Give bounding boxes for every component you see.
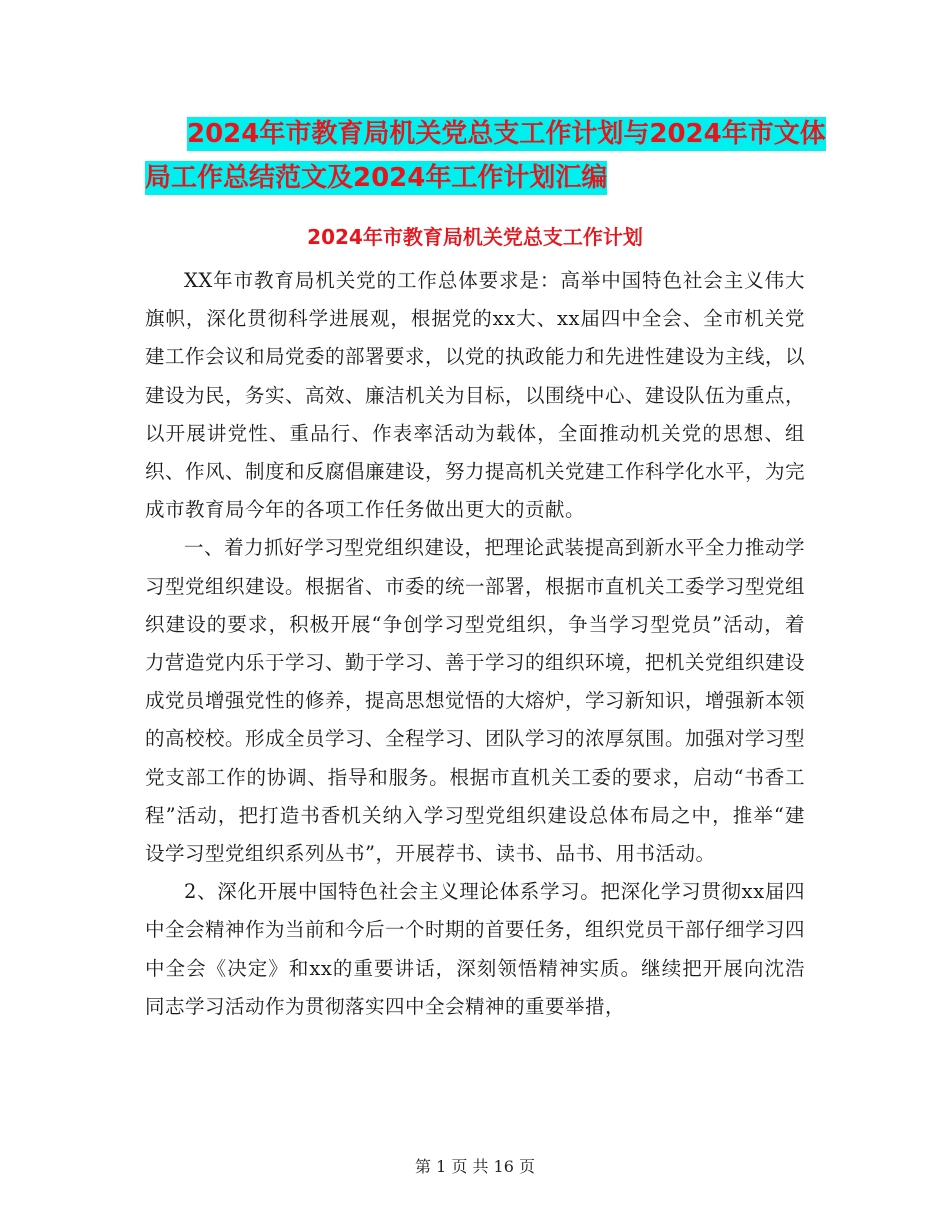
page-footer: 第 1 页 共 16 页 bbox=[415, 1157, 535, 1176]
document-title-line-1: 2024年市教育局机关党总支工作计划与2024年市文体 bbox=[187, 119, 826, 149]
document-title bbox=[145, 112, 825, 200]
paragraph-section-1: 一、着力抓好学习型党组织建设，把理论武装提高到新水平全力推动学习型党组织建设。根据省、市委的统一部署，根据市直机关工委学习型党组织建设的要求，积极开展“争创学习型党组织，争当学习型党员”活动，着力营造党内乐于学习、勤于学习、善于学习的组织环境，把机关党组织建设成党员增强党性的修养，提高思想觉悟的大熔炉，学习新知识，增强新本领的高校校。形成全员学习、全程学习、团队学习的浓厚氛围。加强对学习型党支部工作的协调、指导和服务。根据市直机关工委的要求，启动“书香工程”活动，把打造书香机关纳入学习型党组织建设总体布局之中，推举“建设学习型党组织系列丛书”，开展荐书、读书、品书、用书活动。 bbox=[145, 536, 806, 866]
document-body bbox=[145, 262, 805, 1026]
paragraph-intro: XX年市教育局机关党的工作总体要求是：高举中国特色社会主义伟大旗帜，深化贯彻科学进展观，根据党的xx大、xx届四中全会、全市机关党建工作会议和局党委的部署要求，以党的执政能力和先进性建设为主线，以建设为民，务实、高效、廉洁机关为目标，以围绕中心、建设队伍为重点，以开展讲党性、重品行、作表率活动为载体，全面推动机关党的思想、组织、作风、制度和反腐倡廉建设，努力提高机关党建工作科学化水平，为完成市教育局今年的各项工作任务做出更大的贡献。 bbox=[145, 269, 806, 522]
document-title-line-2: 局工作总结范文及2024年工作计划汇编 bbox=[145, 163, 608, 193]
paragraph-section-2: 2、深化开展中国特色社会主义理论体系学习。把深化学习贯彻xx届四中全会精神作为当前和今后一个时期的首要任务，组织党员干部仔细学习四中全会《决定》和xx的重要讲话，深刻领悟精神实质。继续把开展向沈浩同志学习活动作为贯彻落实四中全会精神的重要举措， bbox=[145, 880, 806, 1018]
section-title: 2024年市教育局机关党总支工作计划 bbox=[307, 225, 643, 249]
